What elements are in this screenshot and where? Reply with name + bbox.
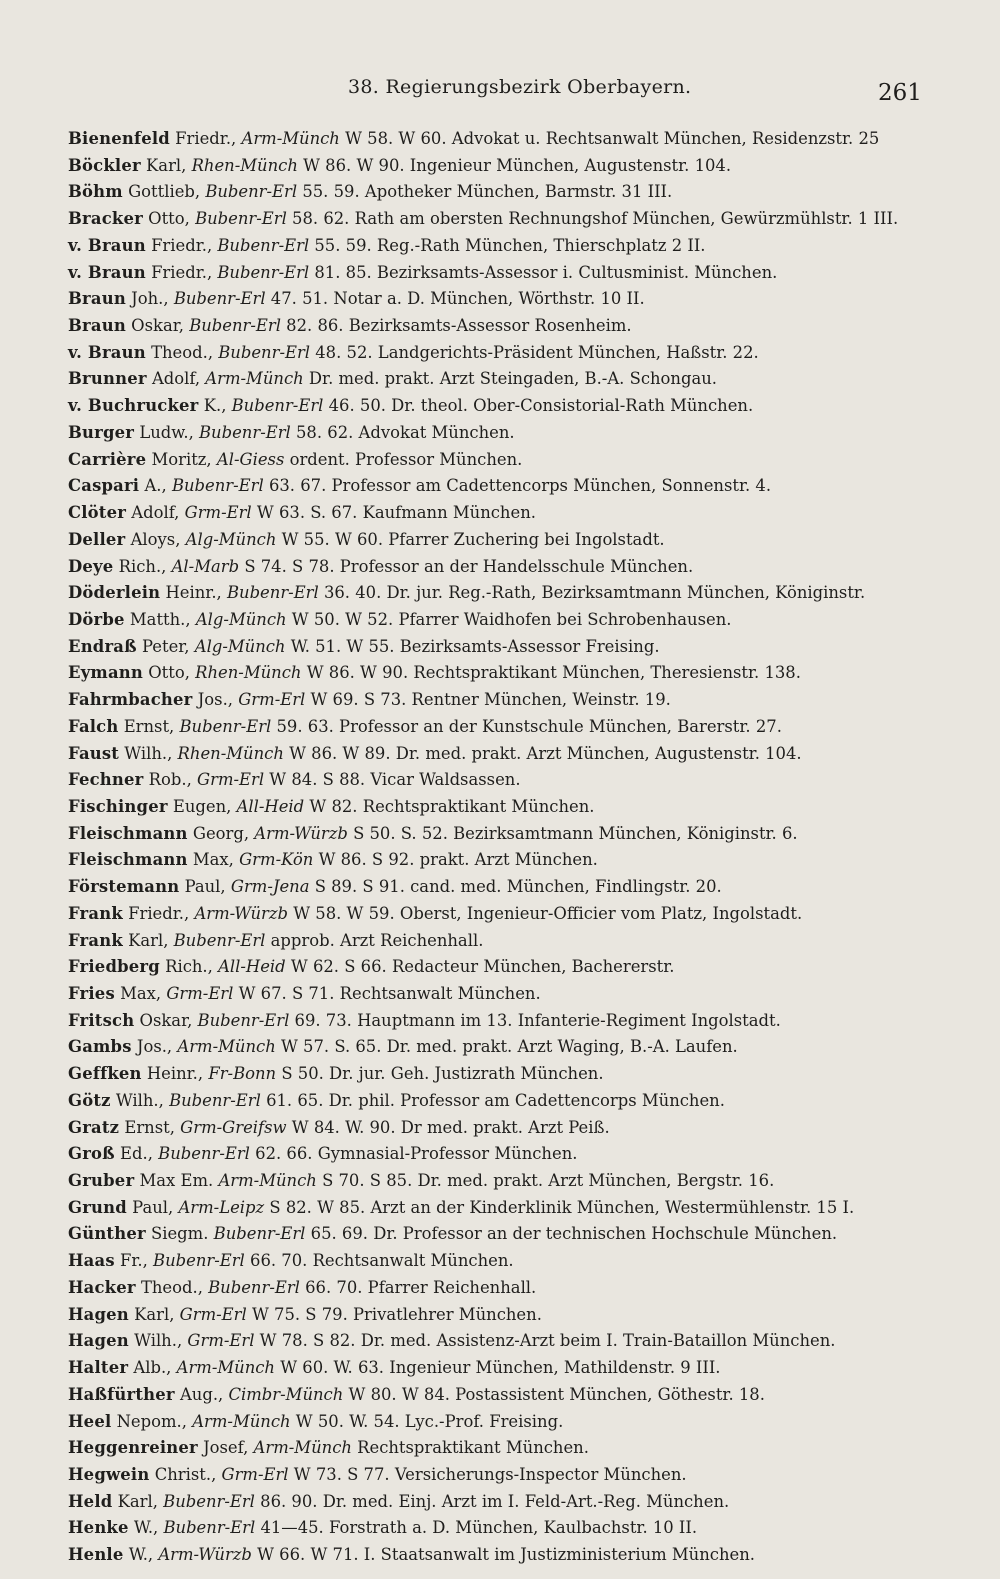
entry-corps: Bubenr-Erl [213, 1224, 306, 1244]
directory-entry [0, 954, 1000, 981]
entry-details: W 84. W. 90. Dr med. prakt. Arzt Peiß. [291, 1117, 610, 1137]
entry-given-name: Ludw., [139, 422, 194, 442]
entry-corps: Bubenr-Erl [231, 396, 324, 416]
entry-given-name: Wilh., [134, 1331, 183, 1351]
entry-details: S 82. W 85. Arzt an der Kinderklinik München, Westermühlenstr. 15 I. [269, 1197, 855, 1217]
entry-details: 58. 62. Advokat München. [296, 422, 515, 442]
entry-name: Heel [68, 1411, 112, 1431]
entry-name: Geffken [68, 1064, 142, 1084]
entry-details: S 50. Dr. jur. Geh. Justizrath München. [281, 1064, 604, 1084]
entry-corps: Fr-Bonn [208, 1064, 277, 1084]
directory-entry [0, 1248, 1000, 1275]
entry-details: Rechtspraktikant München. [357, 1438, 589, 1458]
entry-name: Hegwein [68, 1464, 150, 1484]
entry-given-name: Max, [120, 984, 162, 1003]
entry-name: Halter [68, 1358, 129, 1378]
entry-details: W. 51. W 55. Bezirksamts-Assessor Freising. [290, 636, 660, 656]
directory-entry [0, 1302, 1000, 1329]
entry-name: v. Braun [68, 262, 146, 282]
directory-entry [0, 687, 1000, 714]
directory-entry [0, 126, 1000, 153]
entry-corps: Grm-Erl [166, 984, 234, 1003]
entry-name: Fries [68, 984, 115, 1003]
entry-details: 63. 67. Professor am Cadettencorps München, Sonnenstr. 4. [268, 476, 772, 496]
entry-name: Frank [68, 903, 123, 923]
entry-name: Burger [68, 422, 135, 442]
entry-details: S 70. S 85. Dr. med. prakt. Arzt München, Bergstr. 16. [322, 1171, 775, 1191]
directory-entry [0, 741, 1000, 768]
entry-given-name: Ed., [120, 1144, 153, 1164]
entry-details: W 86. W 90. Rechtspraktikant München, Theresienstr. 138. [306, 663, 801, 683]
entry-details: W 69. S 73. Rentner München, Weinstr. 19. [310, 690, 671, 710]
directory-entry [0, 1275, 1000, 1302]
entry-details: S 89. S 91. cand. med. München, Findlingstr. 20. [314, 877, 722, 897]
directory-entry [0, 366, 1000, 393]
entry-corps: Bubenr-Erl [199, 422, 291, 442]
entry-name: Hagen [68, 1304, 129, 1324]
entry-given-name: Wilh., [124, 743, 173, 763]
directory-entry [0, 447, 1000, 474]
directory-entry [0, 420, 1000, 447]
directory-list [0, 126, 1000, 1569]
page-number: 261 [878, 80, 922, 106]
entry-details: Dr. med. prakt. Arzt Steingaden, B.-A. Schongau. [308, 369, 718, 389]
entry-details: 46. 50. Dr. theol. Ober-Consistorial-Rath München. [328, 396, 754, 416]
entry-given-name: A., [144, 476, 167, 496]
entry-corps: Bubenr-Erl [158, 1144, 250, 1164]
directory-entry [0, 206, 1000, 233]
entry-details: 59. 63. Professor an der Kunstschule München, Barerstr. 27. [276, 716, 782, 736]
entry-corps: Bubenr-Erl [153, 1251, 245, 1271]
entry-details: W 86. W 90. Ingenieur München, Augustenstr. 104. [303, 155, 732, 175]
entry-given-name: Matth., [129, 609, 191, 629]
entry-details: 69. 73. Hauptmann im 13. Infanterie-Regiment Ingolstadt. [294, 1010, 781, 1030]
entry-name: Döderlein [68, 583, 161, 603]
entry-details: 47. 51. Notar a. D. München, Wörthstr. 10 II. [270, 289, 645, 309]
entry-corps: Arm-Münch [177, 1037, 276, 1057]
entry-corps: Cimbr-Münch [228, 1384, 344, 1404]
entry-given-name: Joh., [131, 289, 169, 309]
directory-entry [0, 260, 1000, 287]
directory-entry [0, 1355, 1000, 1382]
entry-name: Fleischmann [68, 850, 188, 870]
entry-details: W 55. W 60. Pfarrer Zuchering bei Ingolstadt. [281, 529, 665, 549]
entry-details: W 67. S 71. Rechtsanwalt München. [238, 984, 541, 1003]
entry-name: Gambs [68, 1037, 132, 1057]
directory-entry [0, 1542, 1000, 1569]
directory-entry [0, 286, 1000, 313]
entry-corps: Arm-Münch [192, 1411, 291, 1431]
entry-corps: All-Heid [218, 957, 286, 977]
entry-corps: Bubenr-Erl [169, 1090, 261, 1110]
entry-name: Fahrmbacher [68, 690, 193, 710]
directory-entry [0, 847, 1000, 874]
entry-given-name: Karl, [128, 930, 169, 950]
entry-corps: Grm-Jena [230, 877, 310, 897]
entry-corps: Grm-Erl [221, 1464, 289, 1484]
directory-entry [0, 500, 1000, 527]
entry-corps: Arm-Münch [241, 129, 340, 148]
entry-given-name: Aloys, [130, 529, 181, 549]
entry-given-name: Rob., [148, 770, 192, 790]
directory-entry [0, 153, 1000, 180]
entry-corps: Bubenr-Erl [179, 716, 272, 736]
entry-corps: All-Heid [236, 796, 305, 816]
entry-corps: Bubenr-Erl [208, 1277, 300, 1297]
entry-corps: Arm-Münch [205, 369, 304, 389]
entry-name: Clöter [68, 503, 127, 523]
entry-name: Groß [68, 1144, 115, 1164]
entry-given-name: Friedr., [175, 129, 237, 148]
entry-name: Fischinger [68, 796, 168, 816]
entry-given-name: Friedr., [128, 903, 190, 923]
entry-given-name: Rich., [118, 556, 167, 576]
directory-entry [0, 1221, 1000, 1248]
entry-name: Carrière [68, 449, 147, 469]
entry-name: v. Braun [68, 342, 146, 362]
entry-corps: Bubenr-Erl [217, 235, 310, 255]
entry-given-name: Rich., [165, 957, 213, 977]
entry-given-name: Christ., [154, 1464, 217, 1484]
entry-corps: Bubenr-Erl [173, 930, 266, 950]
entry-details: 86. 90. Dr. med. Einj. Arzt im I. Feld-Art.-Reg. München. [260, 1491, 730, 1511]
entry-name: Haßfürther [68, 1384, 175, 1404]
entry-details: W 57. S. 65. Dr. med. prakt. Arzt Waging, B.-A. Laufen. [280, 1037, 738, 1057]
entry-details: W 58. W 60. Advokat u. Rechtsanwalt München, Residenzstr. 25 [345, 129, 880, 148]
entry-name: Held [68, 1491, 113, 1511]
entry-details: S 74. S 78. Professor an der Handelsschule München. [244, 556, 694, 576]
entry-corps: Arm-Münch [253, 1438, 352, 1458]
entry-given-name: Gottlieb, [128, 182, 201, 202]
entry-given-name: Otto, [148, 209, 190, 229]
directory-entry [0, 1115, 1000, 1142]
entry-name: Faust [68, 743, 120, 763]
directory-entry [0, 233, 1000, 260]
entry-corps: Bubenr-Erl [171, 476, 264, 496]
directory-entry [0, 580, 1000, 607]
entry-details: 36. 40. Dr. jur. Reg.-Rath, Bezirksamtmann München, Königinstr. [323, 583, 866, 603]
entry-given-name: Jos., [136, 1037, 173, 1057]
entry-corps: Arm-Würzb [158, 1545, 252, 1565]
entry-given-name: Adolf, [131, 503, 180, 523]
entry-details: 62. 66. Gymnasial-Professor München. [255, 1144, 578, 1164]
entry-given-name: K., [203, 396, 227, 416]
entry-given-name: Oskar, [139, 1010, 193, 1030]
entry-details: 66. 70. Rechtsanwalt München. [250, 1251, 514, 1271]
entry-corps: Grm-Erl [184, 503, 252, 523]
directory-entry [0, 794, 1000, 821]
entry-corps: Arm-Münch [176, 1358, 275, 1378]
entry-given-name: Max, [192, 850, 234, 870]
directory-entry [0, 874, 1000, 901]
directory-entry [0, 1489, 1000, 1516]
entry-name: Günther [68, 1224, 146, 1244]
entry-corps: Grm-Kön [239, 850, 314, 870]
entry-name: Gruber [68, 1171, 135, 1191]
entry-corps: Bubenr-Erl [173, 289, 266, 309]
entry-details: 41—45. Forstrath a. D. München, Kaulbachstr. 10 II. [260, 1518, 698, 1538]
entry-name: Fleischmann [68, 823, 188, 843]
directory-entry [0, 1168, 1000, 1195]
entry-corps: Al-Marb [171, 556, 240, 576]
entry-name: v. Braun [68, 235, 146, 255]
directory-entry [0, 1328, 1000, 1355]
entry-given-name: Eugen, [172, 796, 232, 816]
entry-given-name: Alb., [133, 1358, 172, 1378]
entry-name: Caspari [68, 476, 140, 496]
entry-given-name: W., [133, 1518, 159, 1538]
entry-given-name: Theod., [151, 342, 214, 362]
directory-entry [0, 714, 1000, 741]
entry-given-name: W., [128, 1545, 154, 1565]
entry-name: Gratz [68, 1117, 120, 1137]
entry-given-name: Adolf, [151, 369, 201, 389]
directory-entry [0, 340, 1000, 367]
entry-name: Brunner [68, 369, 147, 389]
entry-corps: Grm-Erl [179, 1304, 247, 1324]
directory-entry [0, 767, 1000, 794]
entry-given-name: Siegm. [151, 1224, 209, 1244]
directory-entry [0, 1515, 1000, 1542]
entry-name: Braun [68, 289, 126, 309]
entry-name: Fritsch [68, 1010, 135, 1030]
entry-corps: Grm-Erl [187, 1331, 255, 1351]
entry-given-name: Oskar, [131, 316, 184, 336]
entry-details: W 63. S. 67. Kaufmann München. [256, 503, 536, 523]
directory-entry [0, 393, 1000, 420]
directory-entry [0, 179, 1000, 206]
directory-entry [0, 660, 1000, 687]
entry-corps: Arm-Würzb [254, 823, 348, 843]
page-header [0, 72, 1000, 112]
entry-corps: Bubenr-Erl [195, 209, 287, 229]
entry-corps: Alg-Münch [194, 636, 286, 656]
directory-entry [0, 527, 1000, 554]
entry-details: W 60. W. 63. Ingenieur München, Mathildenstr. 9 III. [280, 1358, 721, 1378]
entry-given-name: Karl, [146, 155, 187, 175]
entry-name: Deye [68, 556, 114, 576]
entry-name: Hagen [68, 1331, 129, 1351]
entry-given-name: Ernst, [123, 716, 175, 736]
entry-given-name: Heinr., [165, 583, 222, 603]
entry-name: Fechner [68, 770, 144, 790]
directory-entry [0, 1034, 1000, 1061]
entry-name: Böhm [68, 182, 123, 202]
entry-name: Deller [68, 529, 126, 549]
directory-entry [0, 1088, 1000, 1115]
entry-name: Böckler [68, 155, 141, 175]
directory-entry [0, 607, 1000, 634]
entry-corps: Grm-Greifsw [180, 1117, 287, 1137]
entry-name: Hacker [68, 1277, 136, 1297]
entry-details: W 50. W. 54. Lyc.-Prof. Freising. [295, 1411, 564, 1431]
entry-details: W 82. Rechtspraktikant München. [309, 796, 595, 816]
entry-details: W 78. S 82. Dr. med. Assistenz-Arzt beim I. Train-Bataillon München. [259, 1331, 836, 1351]
entry-given-name: Heinr., [146, 1064, 204, 1084]
entry-corps: Rhen-Münch [191, 155, 298, 175]
entry-name: Haas [68, 1251, 115, 1271]
entry-name: Eymann [68, 663, 144, 683]
entry-details: W 86. W 89. Dr. med. prakt. Arzt München, Augustenstr. 104. [289, 743, 802, 763]
entry-name: Förstemann [68, 877, 180, 897]
entry-given-name: Theod., [140, 1277, 203, 1297]
entry-details: 82. 86. Bezirksamts-Assessor Rosenheim. [286, 316, 632, 336]
entry-given-name: Karl, [134, 1304, 175, 1324]
directory-entry [0, 554, 1000, 581]
entry-corps: Arm-Leipz [178, 1197, 265, 1217]
entry-given-name: Josef, [203, 1438, 249, 1458]
entry-corps: Arm-Münch [218, 1171, 317, 1191]
entry-details: 66. 70. Pfarrer Reichenhall. [305, 1277, 537, 1297]
entry-corps: Rhen-Münch [195, 663, 302, 683]
entry-name: Heggenreiner [68, 1438, 198, 1458]
entry-corps: Bubenr-Erl [226, 583, 319, 603]
entry-corps: Grm-Erl [197, 770, 265, 790]
directory-entry [0, 981, 1000, 1008]
entry-corps: Bubenr-Erl [163, 1518, 256, 1538]
entry-corps: Bubenr-Erl [217, 262, 310, 282]
entry-details: 58. 62. Rath am obersten Rechnungshof München, Gewürzmühlstr. 1 III. [292, 209, 899, 229]
entry-details: 81. 85. Bezirksamts-Assessor i. Cultusminist. München. [314, 262, 778, 282]
entry-name: Götz [68, 1090, 111, 1110]
directory-entry [0, 1409, 1000, 1436]
directory-entry [0, 634, 1000, 661]
directory-entry [0, 821, 1000, 848]
entry-corps: Bubenr-Erl [163, 1491, 255, 1511]
directory-entry [0, 1462, 1000, 1489]
entry-details: W 62. S 66. Redacteur München, Bachererstr. [290, 957, 675, 977]
entry-details: W 80. W 84. Postassistent München, Göthestr. 18. [348, 1384, 765, 1404]
entry-details: 48. 52. Landgerichts-Präsident München, Haßstr. 22. [315, 342, 759, 362]
directory-entry [0, 313, 1000, 340]
entry-given-name: Aug., [179, 1384, 224, 1404]
entry-details: W 50. W 52. Pfarrer Waidhofen bei Schrobenhausen. [291, 609, 732, 629]
running-head: 38. Regierungsbezirk Oberbayern. [348, 76, 692, 98]
entry-name: Frank [68, 930, 123, 950]
directory-entry [0, 1061, 1000, 1088]
entry-given-name: Ernst, [124, 1117, 175, 1137]
entry-name: Friedberg [68, 957, 160, 977]
entry-details: W 86. S 92. prakt. Arzt München. [318, 850, 598, 870]
entry-given-name: Paul, [184, 877, 226, 897]
entry-corps: Al-Giess [216, 449, 285, 469]
entry-details: 55. 59. Apotheker München, Barmstr. 31 III. [302, 182, 673, 202]
entry-name: Dörbe [68, 609, 125, 629]
directory-entry [0, 1435, 1000, 1462]
entry-given-name: Fr., [119, 1251, 148, 1271]
entry-name: Braun [68, 316, 126, 336]
entry-corps: Alg-Münch [185, 529, 277, 549]
directory-entry [0, 901, 1000, 928]
entry-corps: Bubenr-Erl [205, 182, 298, 202]
entry-details: W 84. S 88. Vicar Waldsassen. [269, 770, 521, 790]
directory-entry [0, 1382, 1000, 1409]
entry-given-name: Wilh., [115, 1090, 164, 1110]
entry-given-name: Georg, [192, 823, 250, 843]
entry-corps: Bubenr-Erl [197, 1010, 290, 1030]
entry-details: S 50. S. 52. Bezirksamtmann München, Königinstr. 6. [353, 823, 798, 843]
entry-given-name: Jos., [197, 690, 233, 710]
entry-details: 61. 65. Dr. phil. Professor am Cadettencorps München. [266, 1090, 725, 1110]
entry-details: approb. Arzt Reichenhall. [270, 930, 484, 950]
directory-entry [0, 1195, 1000, 1222]
entry-given-name: Karl, [117, 1491, 158, 1511]
entry-given-name: Paul, [132, 1197, 174, 1217]
entry-details: W 58. W 59. Oberst, Ingenieur-Officier vom Platz, Ingolstadt. [293, 903, 803, 923]
entry-name: Bracker [68, 209, 143, 229]
entry-given-name: Friedr., [151, 235, 213, 255]
entry-given-name: Peter, [142, 636, 190, 656]
entry-name: Endraß [68, 636, 137, 656]
entry-details: W 66. W 71. I. Staatsanwalt im Justizministerium München. [257, 1545, 755, 1565]
entry-corps: Bubenr-Erl [189, 316, 281, 336]
entry-details: W 73. S 77. Versicherungs-Inspector München. [293, 1464, 687, 1484]
entry-details: ordent. Professor München. [289, 449, 523, 469]
directory-entry [0, 1141, 1000, 1168]
directory-entry [0, 473, 1000, 500]
entry-name: v. Buchrucker [68, 396, 199, 416]
entry-given-name: Nepom., [116, 1411, 187, 1431]
entry-given-name: Friedr., [151, 262, 213, 282]
entry-name: Falch [68, 716, 119, 736]
entry-corps: Grm-Erl [238, 690, 306, 710]
entry-given-name: Max Em. [139, 1171, 214, 1191]
entry-corps: Bubenr-Erl [218, 342, 311, 362]
entry-name: Grund [68, 1197, 127, 1217]
entry-details: 65. 69. Dr. Professor an der technischen Hochschule München. [310, 1224, 838, 1244]
entry-given-name: Otto, [148, 663, 190, 683]
directory-entry [0, 1008, 1000, 1035]
directory-entry [0, 928, 1000, 955]
entry-name: Bienenfeld [68, 129, 170, 148]
entry-corps: Alg-Münch [195, 609, 287, 629]
entry-corps: Arm-Würzb [194, 903, 288, 923]
entry-name: Henle [68, 1545, 124, 1565]
entry-given-name: Moritz, [151, 449, 212, 469]
entry-details: W 75. S 79. Privatlehrer München. [251, 1304, 542, 1324]
entry-name: Henke [68, 1518, 129, 1538]
entry-details: 55. 59. Reg.-Rath München, Thierschplatz 2 II. [314, 235, 706, 255]
entry-corps: Rhen-Münch [177, 743, 284, 763]
